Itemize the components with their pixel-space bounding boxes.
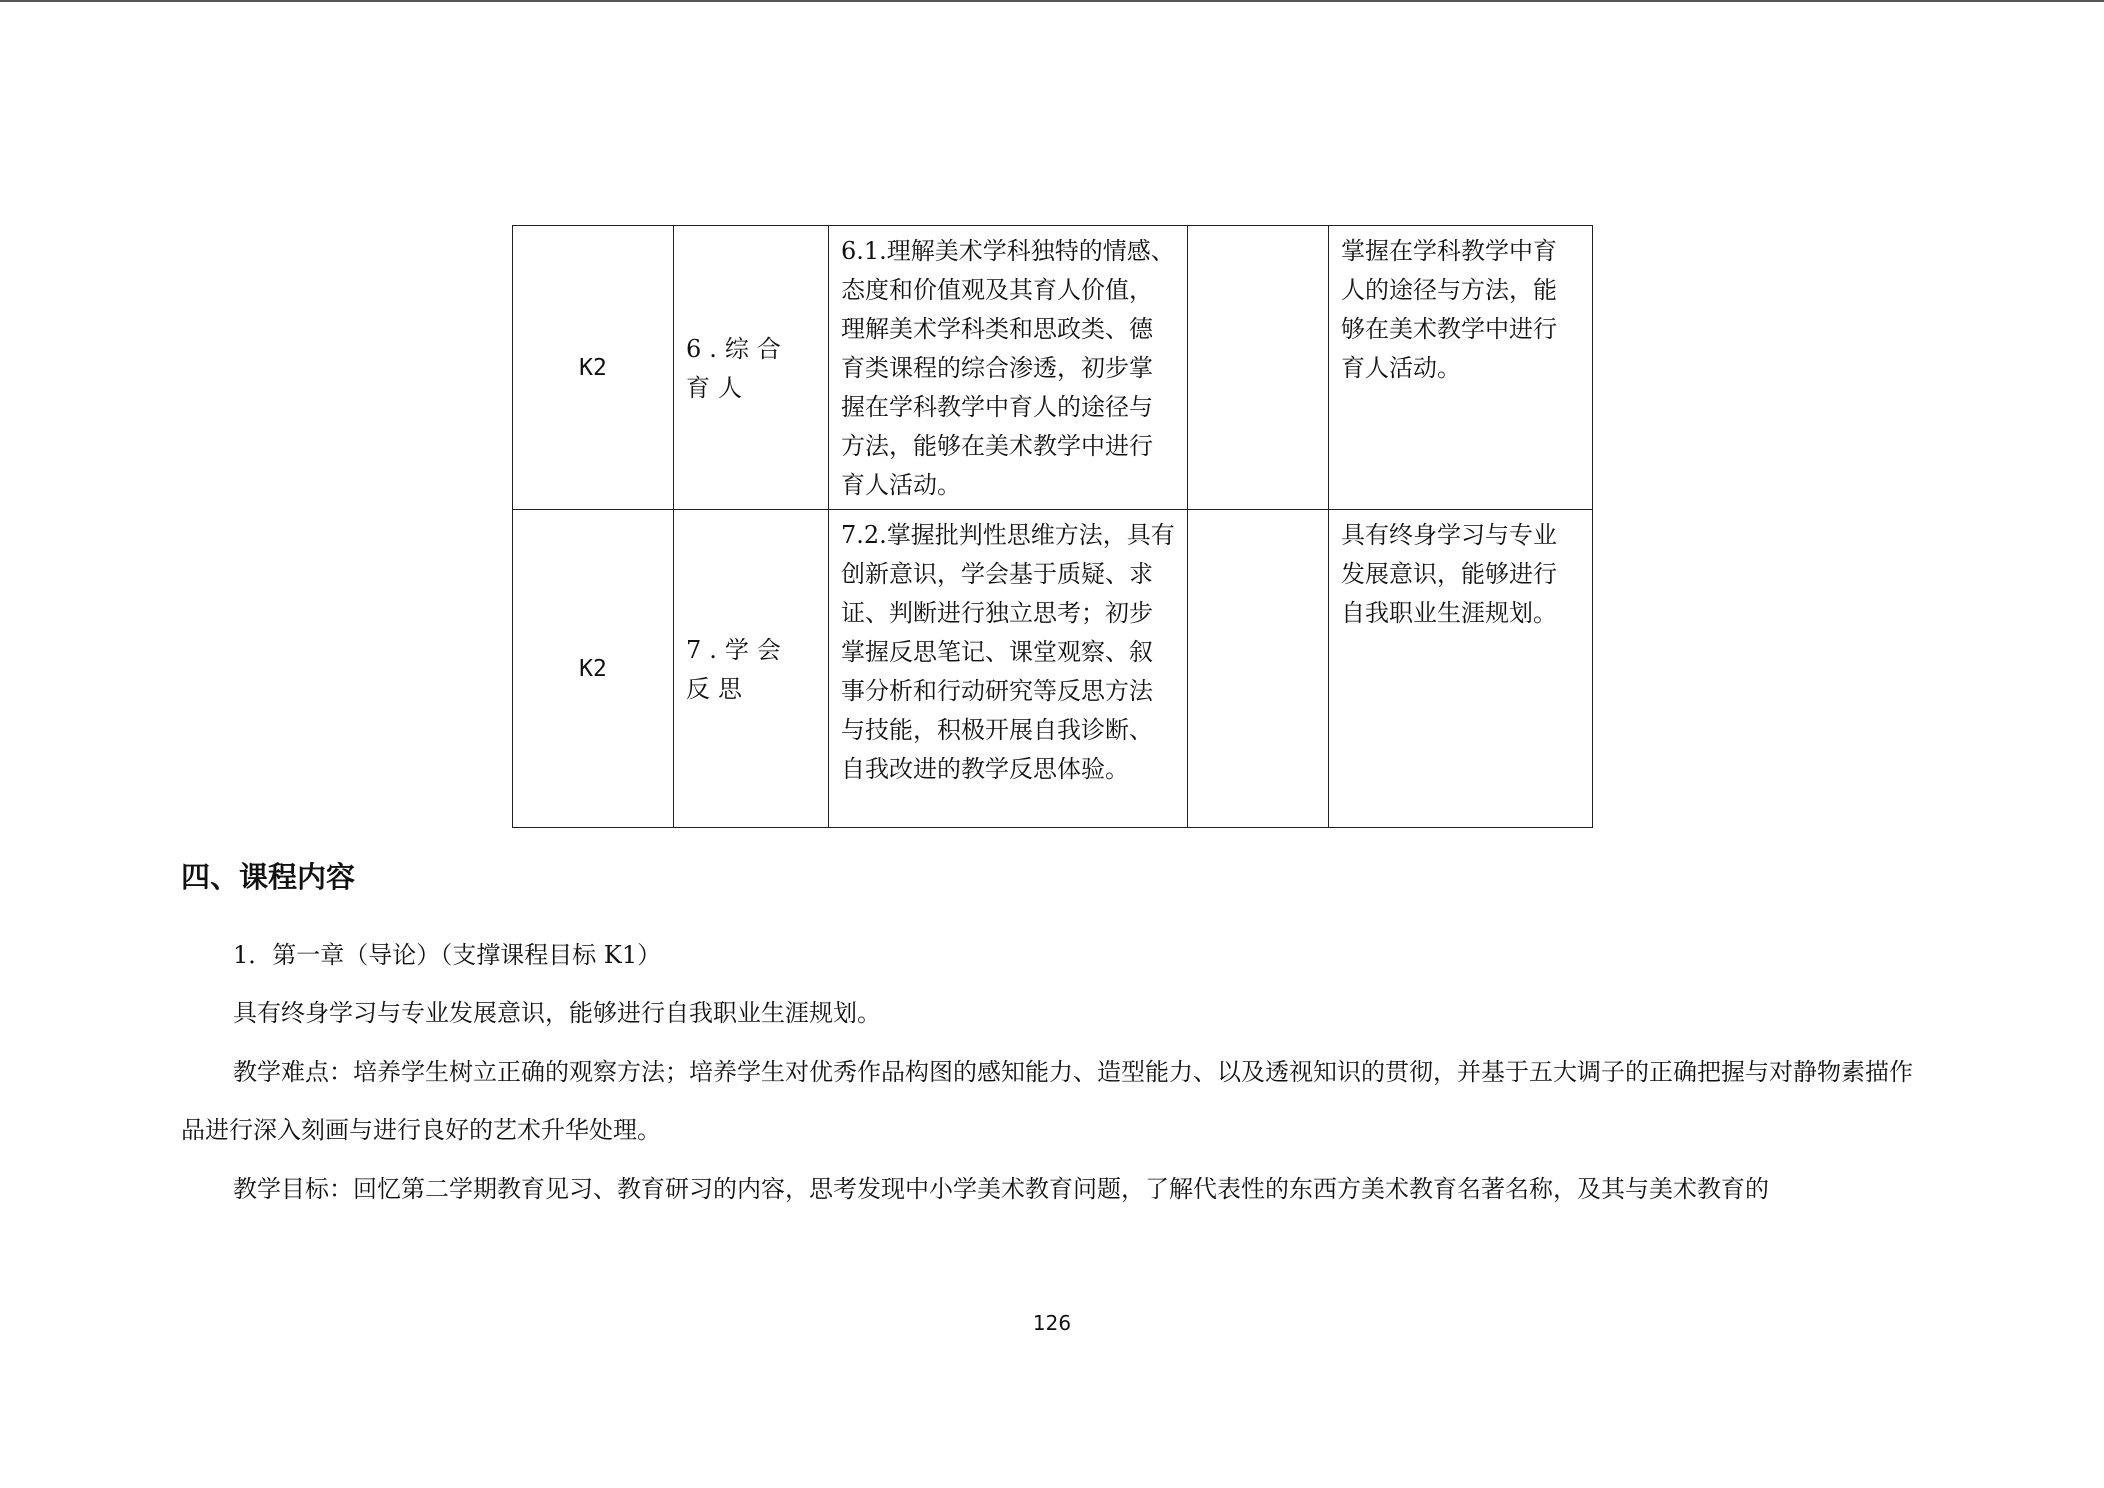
outcomes-table: [512, 225, 1593, 828]
course-objective-code: K2: [513, 226, 674, 510]
teaching-difficulty: 教学难点：培养学生树立正确的观察方法；培养学生对优秀作品构图的感知能力、造型能力、以及透视知识的贯彻，并基于五大调子的正确把握与对静物素描作品进行深入刻画与进行良好的艺术升华处理。: [181, 1058, 1913, 1144]
course-objective-text: 具有终身学习与专业发展意识，能够进行自我职业生涯规划。: [1329, 510, 1593, 828]
graduation-requirement: 7.学会反思: [674, 510, 829, 828]
empty-cell: [1188, 226, 1329, 510]
teaching-goal: 教学目标：回忆第二学期教育见习、教育研习的内容，思考发现中小学美术教育问题，了解代表性的东西方美术教育名著名称，及其与美术教育的: [233, 1175, 1769, 1203]
table-row: [513, 226, 1593, 510]
table-row: [513, 510, 1593, 828]
chapter-summary: 具有终身学习与专业发展意识，能够进行自我职业生涯规划。: [233, 999, 881, 1027]
chapter-title: 1．第一章（导论）（支撑课程目标 K1）: [233, 941, 662, 969]
requirement-indicator: 6.1.理解美术学科独特的情感、态度和价值观及其育人价值，理解美术学科类和思政类、德育类课程的综合渗透，初步掌握在学科教学中育人的途径与方法，能够在美术教学中进行育人活动。: [829, 226, 1188, 510]
course-objective-text: 掌握在学科教学中育人的途径与方法，能够在美术教学中进行育人活动。: [1329, 226, 1593, 510]
section-heading: 四、课程内容: [181, 860, 356, 894]
empty-cell: [1188, 510, 1329, 828]
page-number: 126: [1032, 1311, 1072, 1335]
requirement-indicator: 7.2.掌握批判性思维方法，具有创新意识，学会基于质疑、求证、判断进行独立思考；初步掌握反思笔记、课堂观察、叙事分析和行动研究等反思方法与技能，积极开展自我诊断、自我改进的教学反思体验。: [829, 510, 1188, 828]
graduation-requirement: 6.综合育人: [674, 226, 829, 510]
course-objective-code: K2: [513, 510, 674, 828]
page-top-border: [0, 0, 2104, 2]
